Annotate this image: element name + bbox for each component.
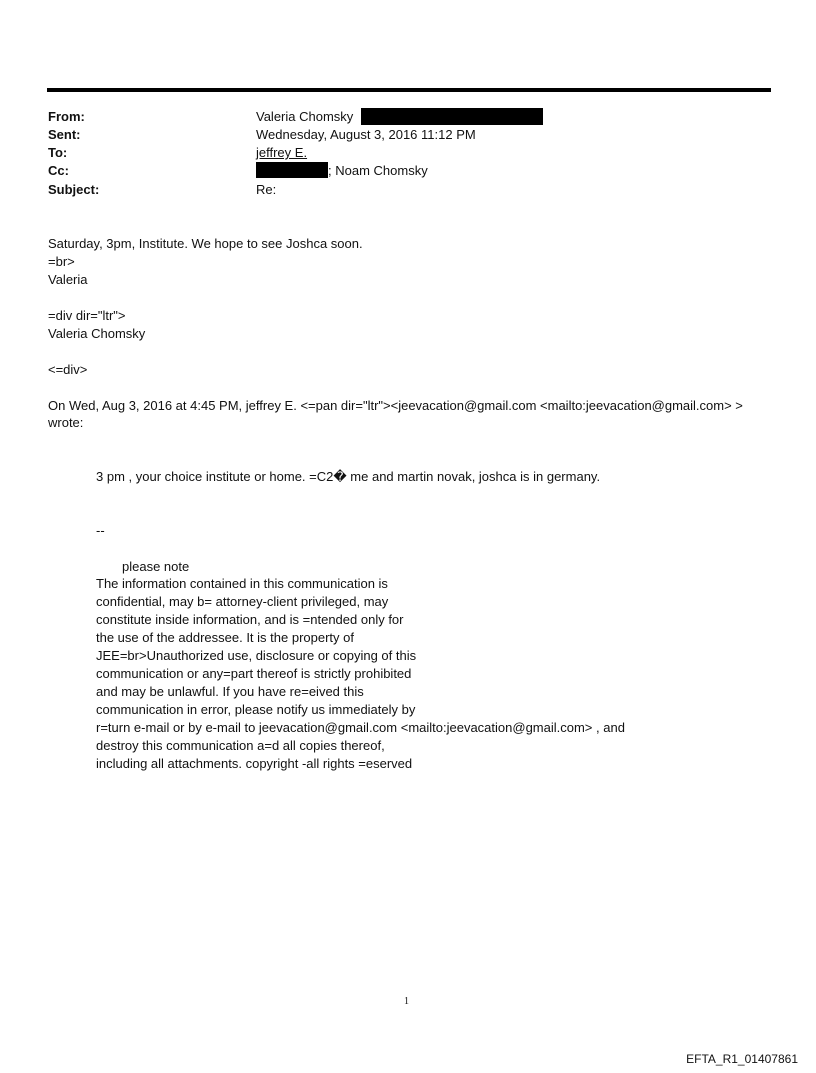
quote-intro: wrote: xyxy=(48,415,84,430)
cc-name: ; Noam Chomsky xyxy=(328,163,428,178)
sent-value: Wednesday, August 3, 2016 11:12 PM xyxy=(256,127,476,142)
subject-label: Subject: xyxy=(48,182,100,197)
redaction-box xyxy=(361,108,543,125)
quote-intro: On Wed, Aug 3, 2016 at 4:45 PM, jeffrey E. <=pan dir="ltr"><jeevacation@gmail.com <mailto:jeevacation@gmail.com> > xyxy=(48,398,743,413)
page-number: 1 xyxy=(404,996,409,1007)
cc-label: Cc: xyxy=(48,163,69,178)
disclaimer-line: r=turn e-mail or by e-mail to jeevacation@gmail.com <mailto:jeevacation@gmail.com> , and xyxy=(96,720,625,735)
quoted-message: 3 pm , your choice institute or home. =C2� me and martin novak, joshca is in germany. xyxy=(96,469,601,484)
to-label: To: xyxy=(48,145,68,160)
header-rule xyxy=(47,88,771,92)
disclaimer-line: including all attachments. copyright -all rights =eserved xyxy=(96,756,413,771)
body-line: <=div> xyxy=(48,362,88,377)
disclaimer-line: and may be unlawful. If you have re=eived this xyxy=(96,684,364,699)
body-line: Valeria xyxy=(48,272,88,287)
from-value xyxy=(256,108,543,125)
disclaimer-line: confidential, may b= attorney-client privileged, may xyxy=(96,594,389,609)
subject-value: Re: xyxy=(256,182,277,197)
disclaimer-line: constitute inside information, and is =ntended only for xyxy=(96,612,404,627)
disclaimer-line: the use of the addressee. It is the property of xyxy=(96,630,354,645)
from-label: From: xyxy=(48,109,85,124)
body-line: Saturday, 3pm, Institute. We hope to see Joshca soon. xyxy=(48,236,363,251)
cc-value xyxy=(256,162,428,179)
sent-label: Sent: xyxy=(48,127,81,142)
signature-separator: -- xyxy=(96,523,105,538)
note-title: please note xyxy=(122,559,190,574)
disclaimer-line: communication in error, please notify us immediately by xyxy=(96,702,416,717)
disclaimer-line: JEE=br>Unauthorized use, disclosure or copying of this xyxy=(96,648,417,663)
to-value: jeffrey E. xyxy=(256,145,308,160)
disclaimer-line: The information contained in this communication is xyxy=(96,576,388,591)
disclaimer-line: destroy this communication a=d all copies thereof, xyxy=(96,738,385,753)
body-line: Valeria Chomsky xyxy=(48,326,146,341)
from-name: Valeria Chomsky xyxy=(256,109,354,124)
body-line: =div dir="ltr"> xyxy=(48,308,126,323)
document-id: EFTA_R1_01407861 xyxy=(686,1052,798,1066)
body-line: =br> xyxy=(48,254,75,269)
disclaimer-line: communication or any=part thereof is strictly prohibited xyxy=(96,666,412,681)
redaction-box xyxy=(256,162,328,178)
